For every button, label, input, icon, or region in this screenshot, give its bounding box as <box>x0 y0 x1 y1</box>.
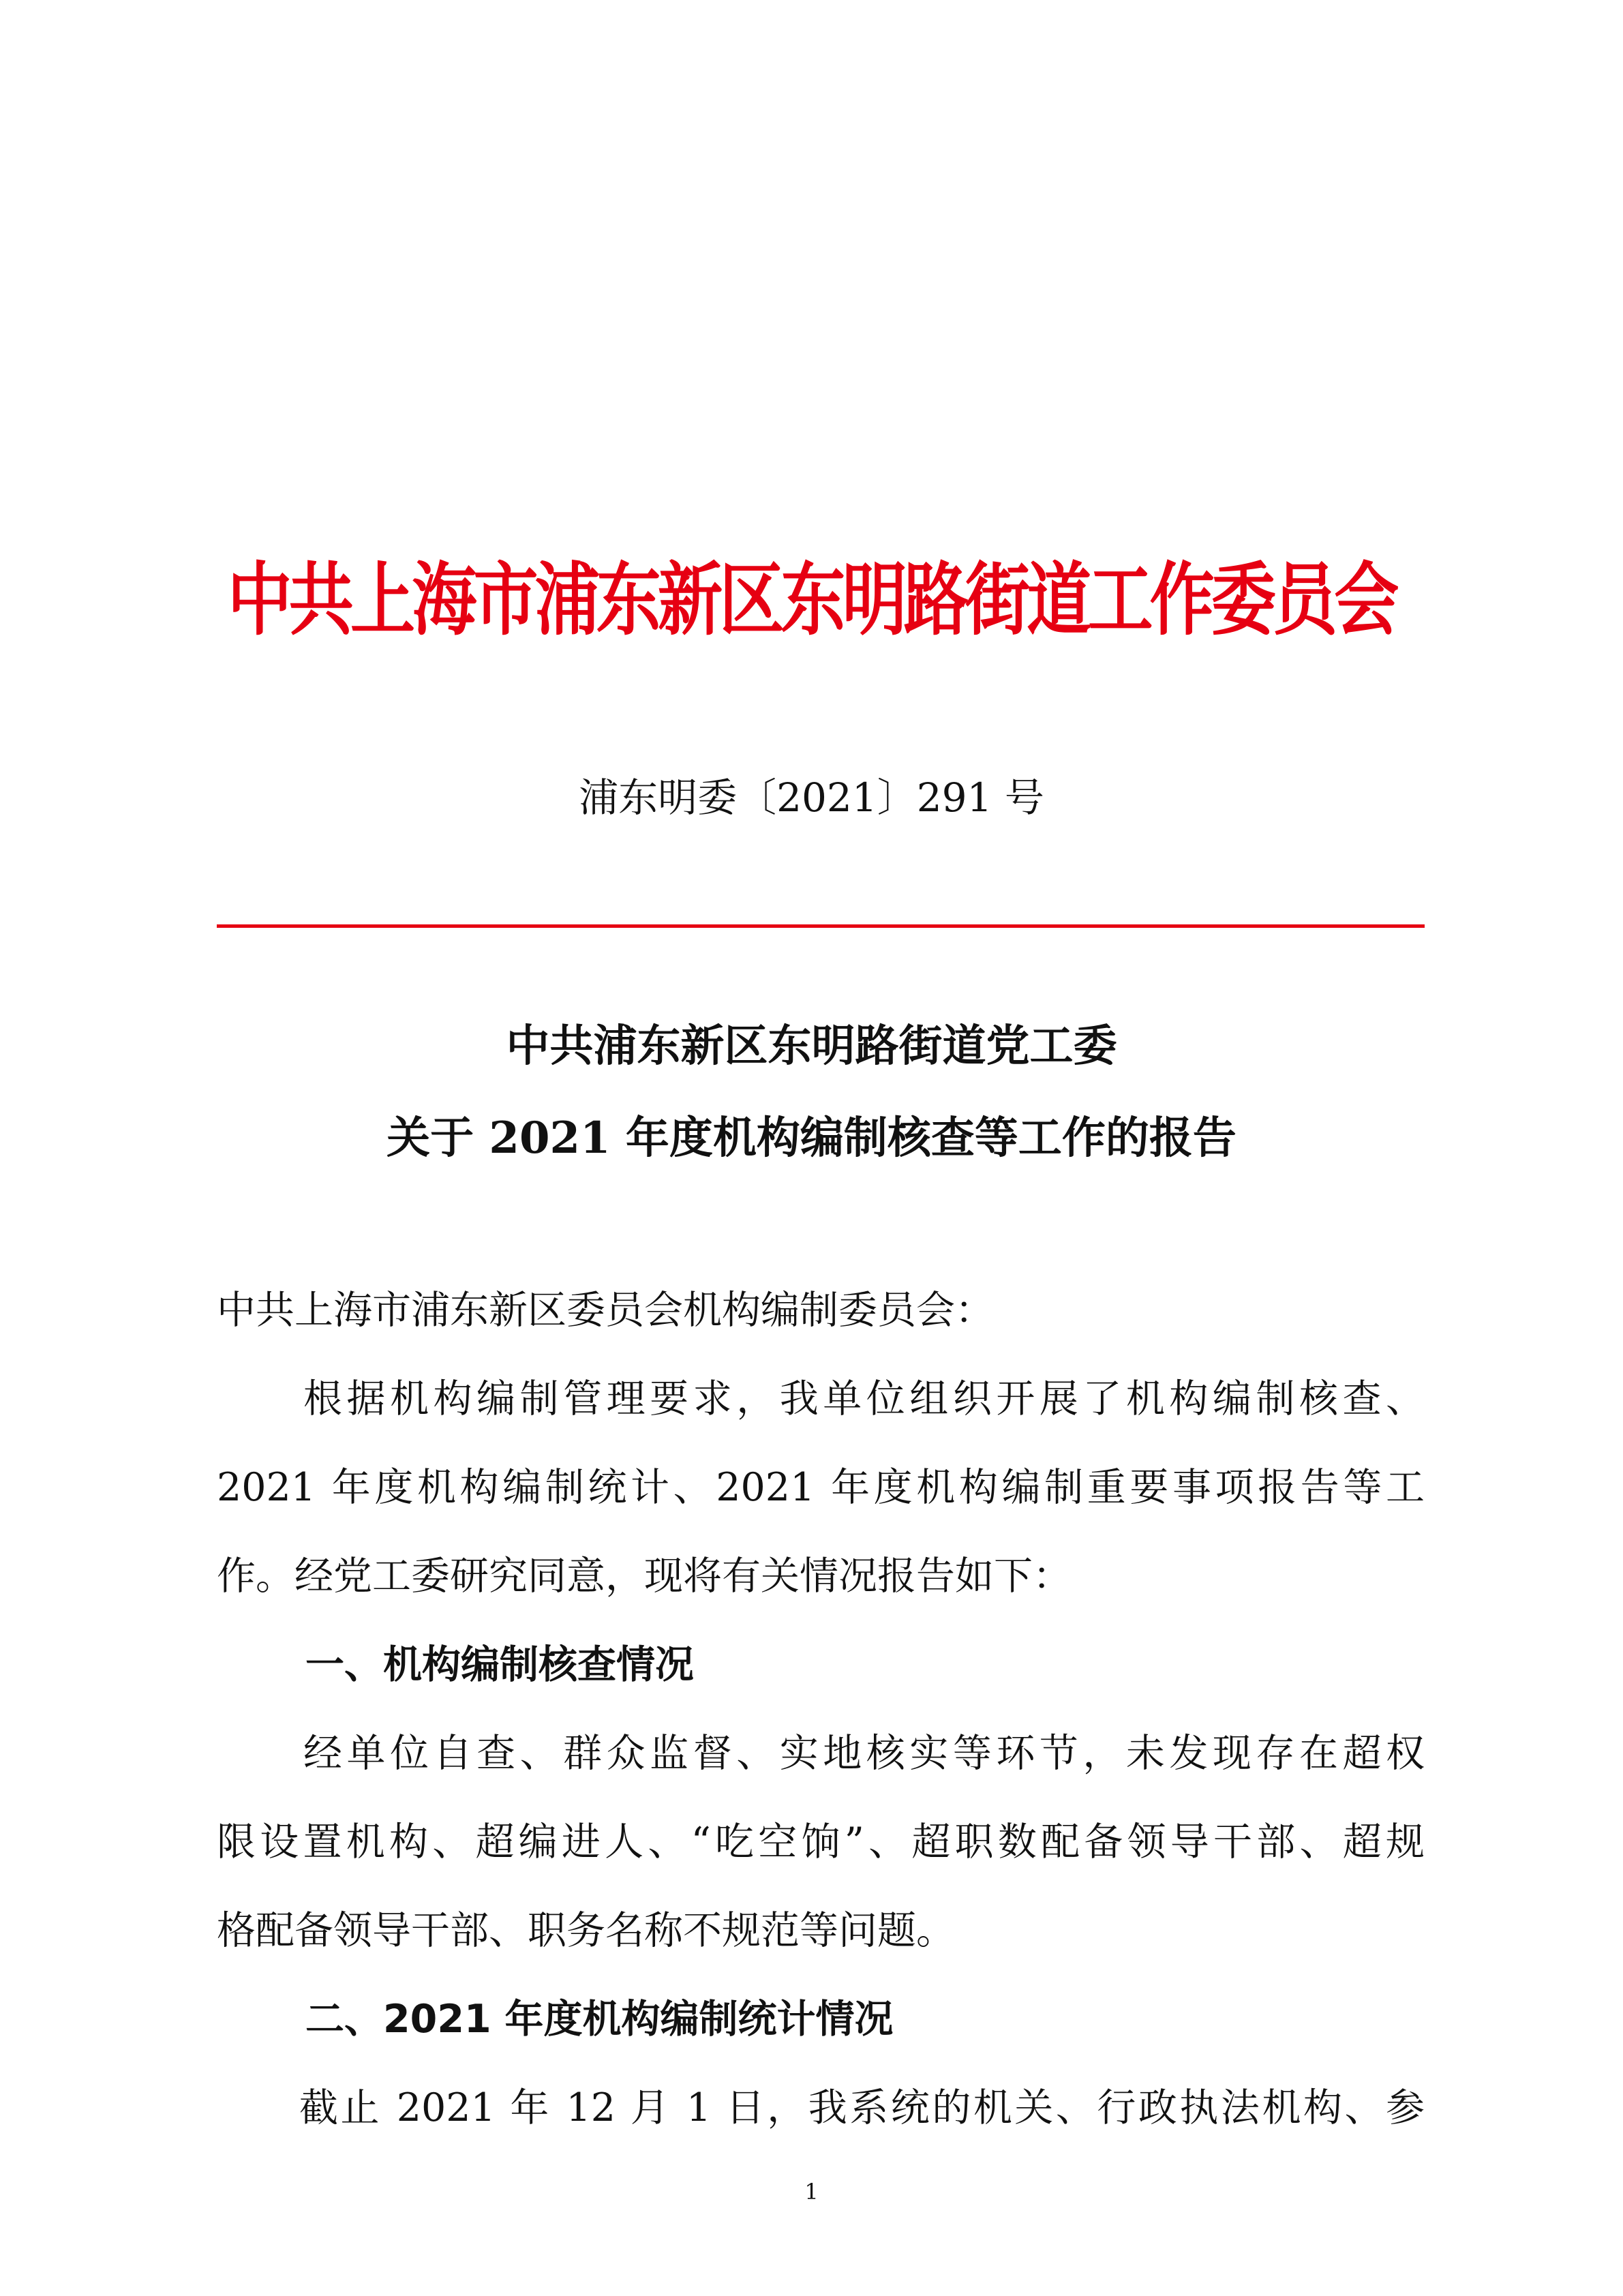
document-title-line-1: 中共浦东新区东明路街道党工委 <box>506 1021 1117 1072</box>
red-divider-line <box>217 924 1425 928</box>
section-2-line-1: 截止 2021 年 12 月 1 日，我系统的机关、行政执法机构、参 <box>217 2085 1425 2130</box>
section-1-line-3: 格配备领导干部、职务名称不规范等问题。 <box>217 1908 955 1953</box>
masthead-title: 中共上海市浦东新区东明路街道工作委员会 <box>227 554 1396 646</box>
section-1-heading: 一、机构编制核查情况 <box>305 1642 694 1687</box>
section-1-line-2: 限设置机构、超编进人、“吃空饷”、超职数配备领导干部、超规 <box>217 1819 1425 1864</box>
document-number: 浦东明委〔2021〕291 号 <box>579 774 1044 821</box>
salutation: 中共上海市浦东新区委员会机构编制委员会： <box>217 1288 994 1333</box>
document-title-line-2: 关于 2021 年度机构编制核查等工作的报告 <box>386 1113 1237 1164</box>
intro-line-2: 2021 年度机构编制统计、2021 年度机构编制重要事项报告等工 <box>217 1465 1425 1510</box>
intro-line-3: 作。经党工委研究同意，现将有关情况报告如下： <box>217 1554 1072 1599</box>
section-2-heading: 二、2021 年度机构编制统计情况 <box>305 1997 894 2042</box>
intro-line-1: 根据机构编制管理要求，我单位组织开展了机构编制核查、 <box>217 1376 1425 1421</box>
section-1-line-1: 经单位自查、群众监督、实地核实等环节，未发现存在超权 <box>217 1731 1425 1776</box>
page-number: 1 <box>804 2179 819 2205</box>
